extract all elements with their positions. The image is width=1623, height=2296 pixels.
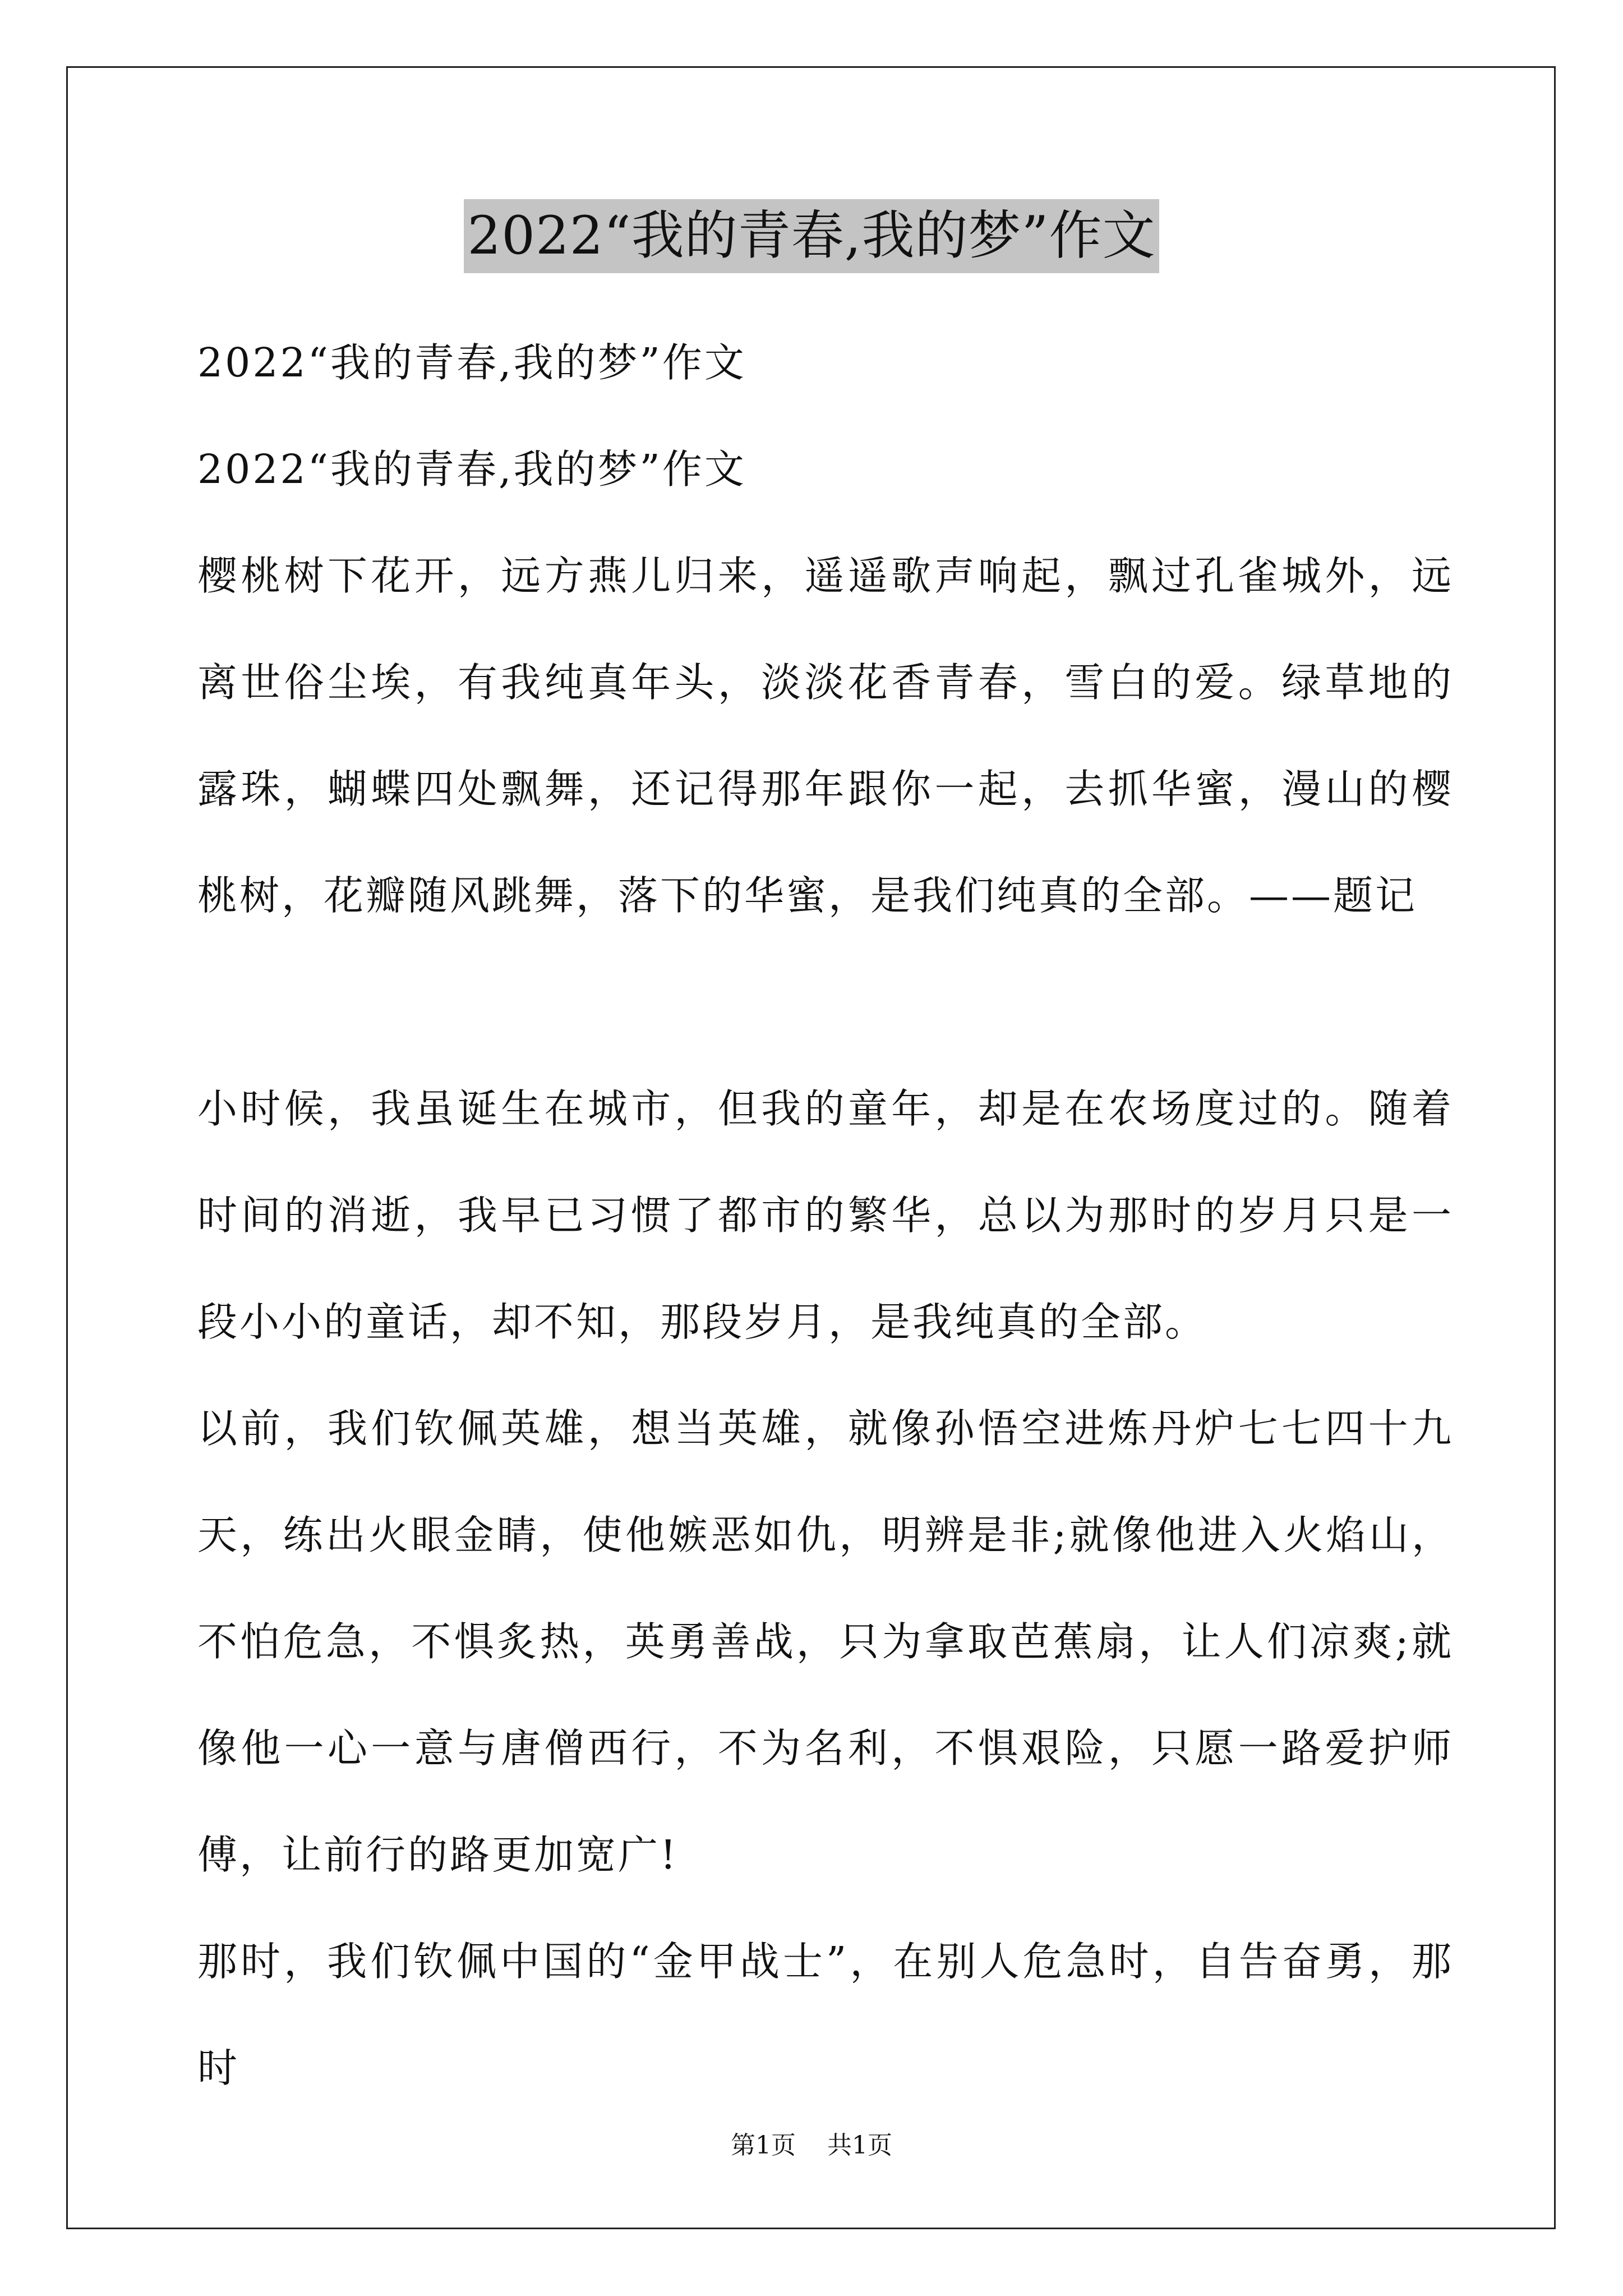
page-total: 共1页 <box>827 2131 892 2160</box>
paragraph-warriors: 那时，我们钦佩中国的“金甲战士”，在别人危急时，自告奋勇，那时 <box>197 1938 1454 2091</box>
paragraph-epigraph: 樱桃树下花开，远方燕儿归来，遥遥歌声响起，飘过孔雀城外，远离世俗尘埃，有我纯真年头，淡淡花香青春，雪白的爱。绿草地的露珠，蝴蝶四处飘舞，还记得那年跟你一起，去抓华蜜，漫山的樱桃树，花瓣随风跳舞，落下的华蜜，是我们纯真的全部。——题记 <box>197 553 1454 919</box>
page-number: 第1页 <box>731 2131 796 2160</box>
document-body <box>197 310 1454 2122</box>
page-footer <box>0 2129 1623 2162</box>
paragraph-heading-1: 2022“我的青春,我的梦”作文 <box>197 339 746 386</box>
paragraph-childhood: 小时候，我虽诞生在城市，但我的童年，却是在农场度过的。随着时间的消逝，我早已习惯了都市的繁华，总以为那时的岁月只是一段小小的童话，却不知，那段岁月，是我纯真的全部。 <box>197 1085 1454 1345</box>
paragraph-heroes: 以前，我们钦佩英雄，想当英雄，就像孙悟空进炼丹炉七七四十九天，练出火眼金睛，使他嫉恶如仇，明辨是非;就像他进入火焰山，不怕危急，不惧炙热，英勇善战，只为拿取芭蕉扇，让人们凉爽;就像他一心一意与唐僧西行，不为名利，不惧艰险，只愿一路爱护师傅，让前行的路更加宽广! <box>197 1405 1454 1878</box>
paragraph-spacer <box>197 949 1454 1056</box>
paragraph-heading-2: 2022“我的青春,我的梦”作文 <box>197 446 746 493</box>
document-title: 2022“我的青春,我的梦”作文 <box>464 199 1159 273</box>
title-container <box>0 199 1623 273</box>
